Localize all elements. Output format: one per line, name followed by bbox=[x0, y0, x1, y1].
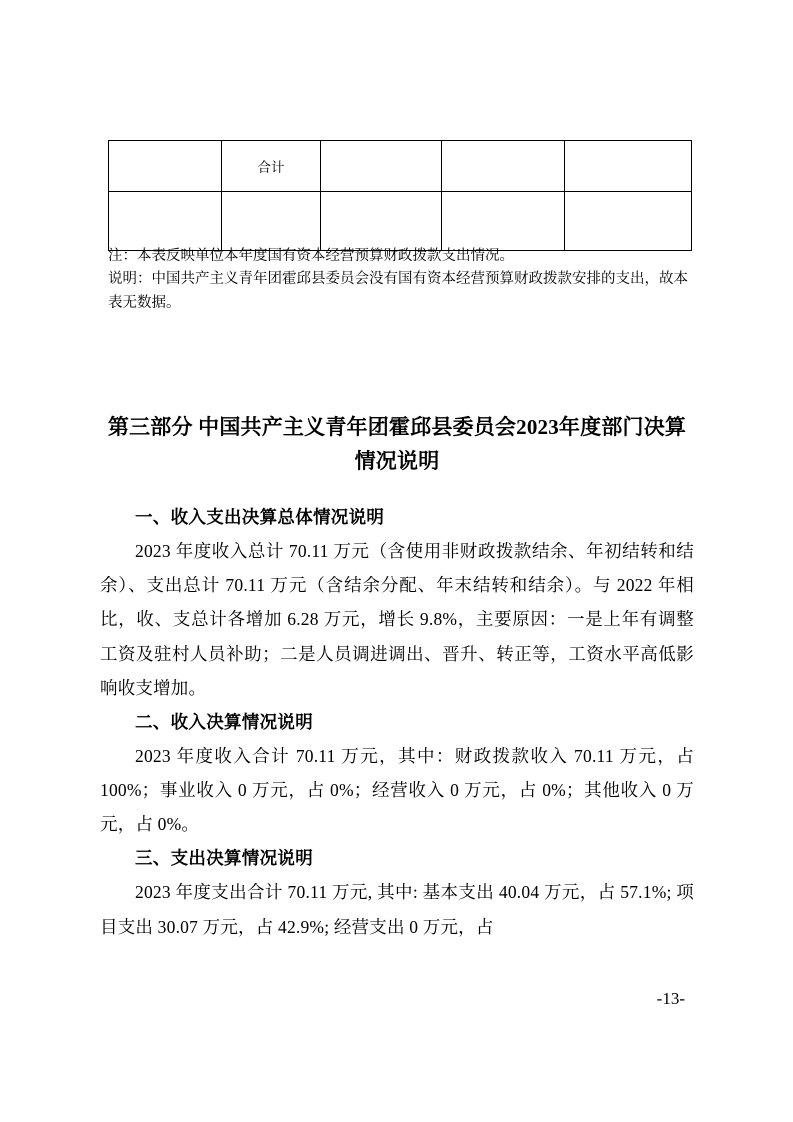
section-title: 第三部分 中国共产主义青年团霍邱县委员会2023年度部门决算情况说明 bbox=[107, 415, 687, 474]
table-row bbox=[109, 141, 692, 192]
financial-table bbox=[108, 140, 692, 251]
table-cell-total-label: 合计 bbox=[222, 141, 321, 192]
table-note-2: 说明：中国共产主义青年团霍邱县委员会没有国有资本经营预算财政拨款安排的支出，故本表无数据。 bbox=[108, 271, 688, 311]
table-cell bbox=[442, 192, 565, 251]
table-row bbox=[109, 192, 692, 251]
subsection-paragraph-2: 2023 年度收入合计 70.11 万元，其中：财政拨款收入 70.11 万元，占 100%；事业收入 0 万元，占 0%；经营收入 0 万元，占 0%；其他收入 0 万元，占 0%。 bbox=[100, 745, 694, 835]
table-cell bbox=[109, 192, 222, 251]
page-number: -13- bbox=[656, 989, 685, 1008]
table-cell bbox=[321, 192, 442, 251]
subsection-heading-3: 三、支出决算情况说明 bbox=[135, 848, 313, 869]
table-cell bbox=[565, 192, 692, 251]
subsection-heading-1: 一、收入支出决算总体情况说明 bbox=[135, 507, 385, 527]
subsection-paragraph-1: 2023 年度收入总计 70.11 万元（含使用非财政拨款结余、年初结转和结余）、支出总计 70.11 万元（含结余分配、年末结转和结余）。与 2022 年相比，收、支总计各增加 6.28 万元，增长 9.8%，主要原因：一是上年有调整工资及驻村人员补助；二是人员调进调出、晋升、转正等，工资水平高低影响收支增加。 bbox=[100, 541, 694, 698]
table-cell bbox=[222, 192, 321, 251]
table-notes bbox=[108, 245, 688, 315]
document-body bbox=[100, 500, 694, 944]
subsection-paragraph-3: 2023 年度支出合计 70.11 万元, 其中: 基本支出 40.04 万元，占 57.1%; 项目支出 30.07 万元，占 42.9%; 经营支出 0 万元，占 bbox=[100, 882, 694, 937]
table-cell bbox=[109, 141, 222, 192]
table-cell bbox=[442, 141, 565, 192]
financial-table-container bbox=[108, 140, 686, 251]
table-cell bbox=[565, 141, 692, 192]
table-cell bbox=[321, 141, 442, 192]
table-note-1: 注：本表反映单位本年度国有资本经营预算财政拨款支出情况。 bbox=[108, 248, 514, 264]
subsection-heading-2: 二、收入决算情况说明 bbox=[135, 711, 313, 732]
